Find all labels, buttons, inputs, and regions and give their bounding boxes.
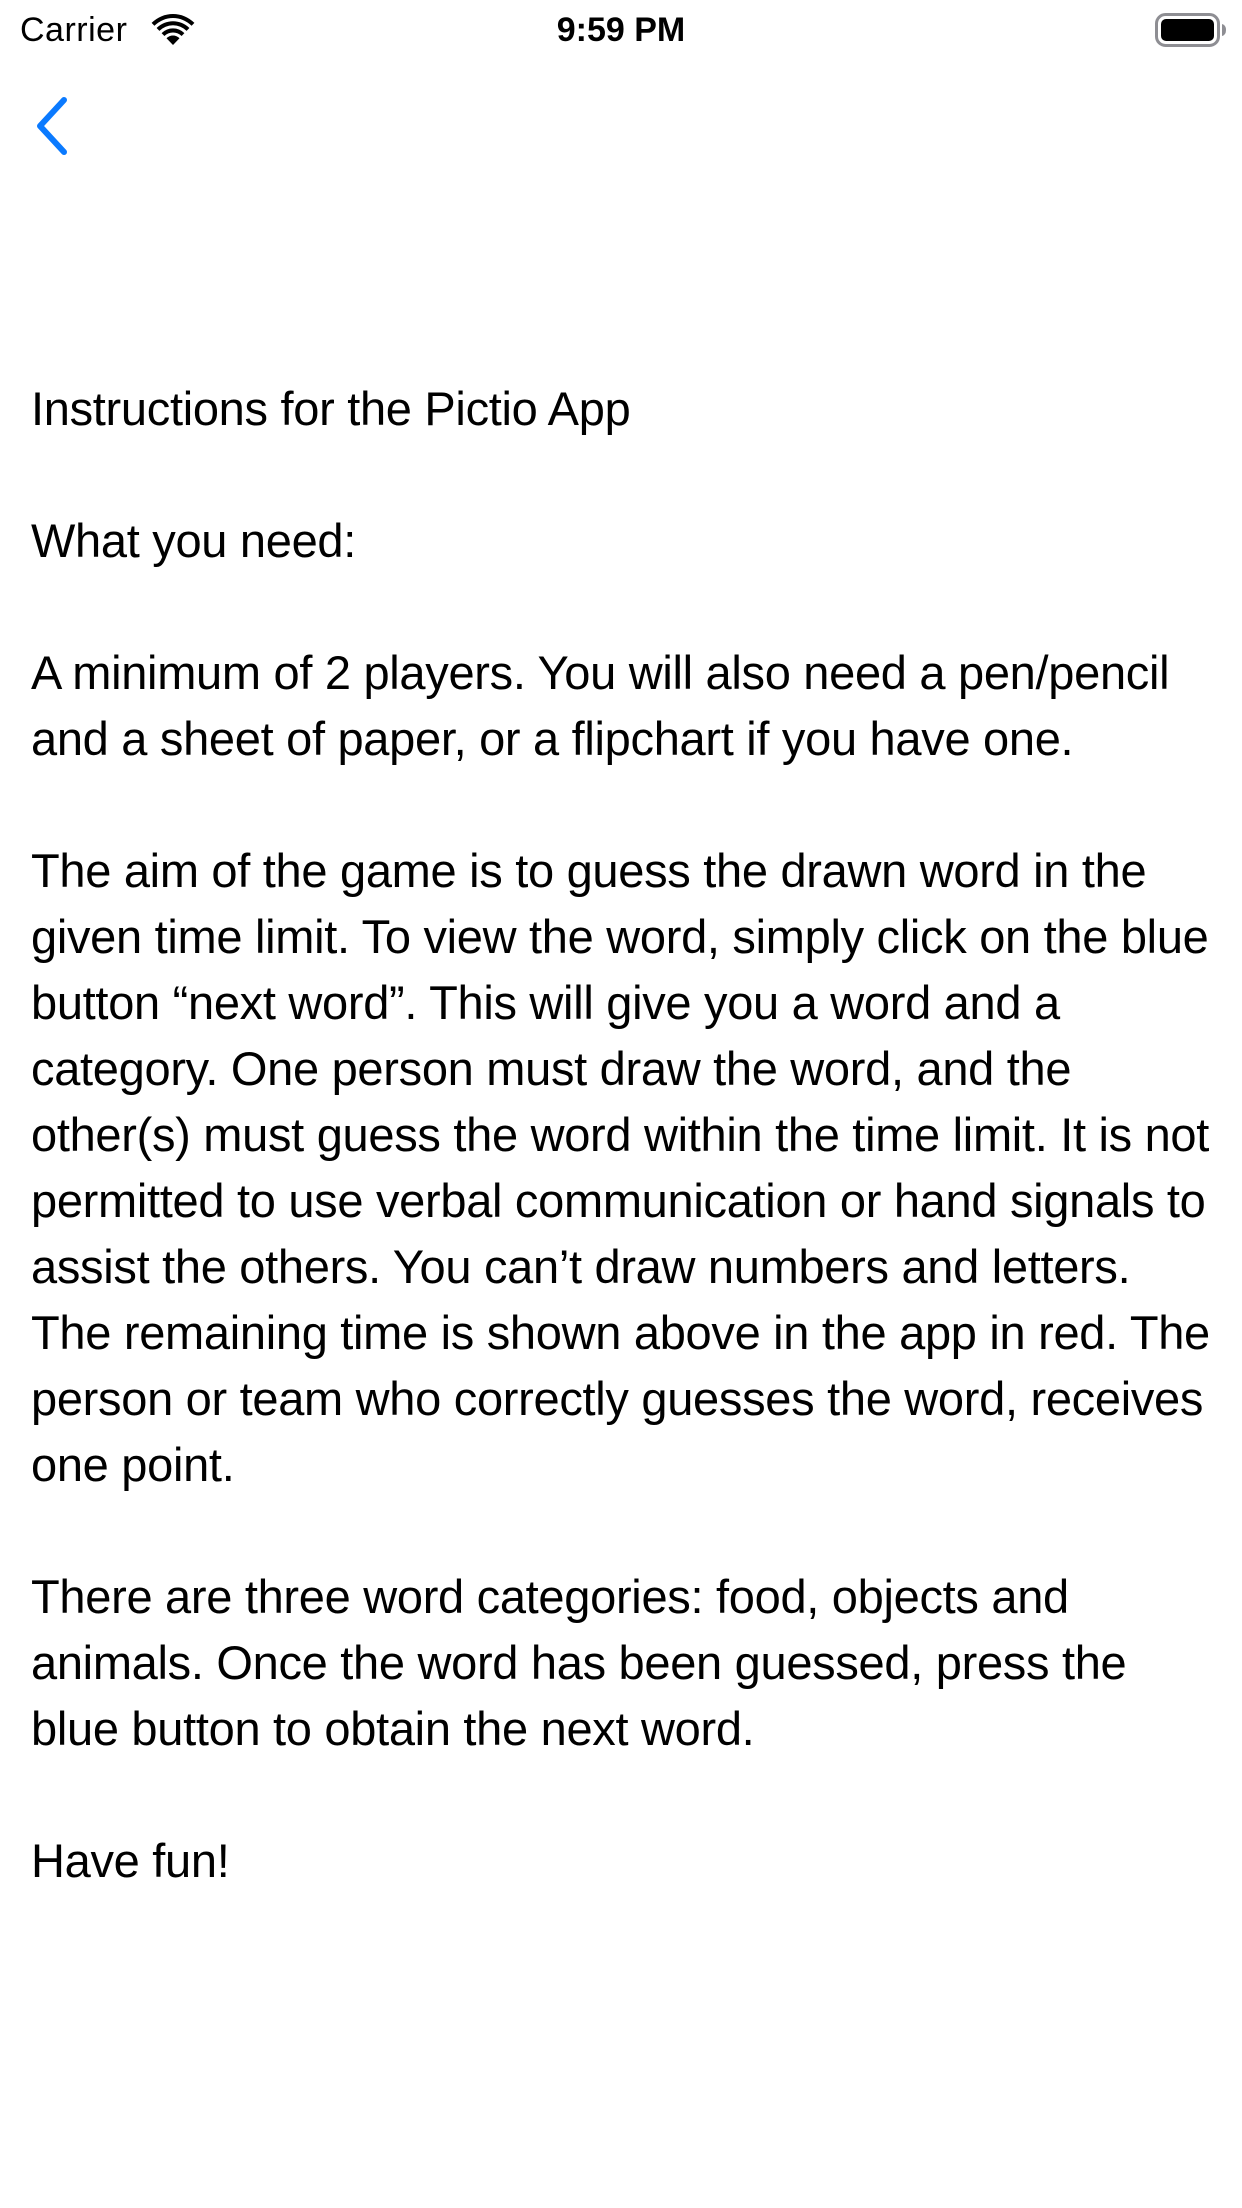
categories-paragraph: There are three word categories: food, objects and animals. Once the word has been guessed, press the blue button to obtain the next word. [31, 1570, 1127, 1755]
requirements-paragraph: A minimum of 2 players. You will also need a pen/pencil and a sheet of paper, or a flipchart if you have one. [31, 646, 1170, 765]
carrier-label: Carrier [20, 11, 128, 49]
requirements-heading: What you need: [31, 514, 357, 567]
chevron-left-icon [32, 96, 72, 156]
instructions-text [31, 376, 1211, 1894]
battery-icon [1155, 13, 1227, 47]
navigation-bar [0, 60, 1242, 192]
status-bar [0, 0, 1242, 60]
game-aim-paragraph: The aim of the game is to guess the drawn word in the given time limit. To view the word, simply click on the blue button “next word”. This will give you a word and a category. One person must draw the word, and the other(s) must guess the word within the time limit. It is not permitted to use verbal communication or hand signals to assist the others. You can’t draw numbers and letters. The remaining time is shown above in the app in red. The person or team who correctly guesses the word, receives one point. [31, 844, 1210, 1491]
back-button[interactable] [22, 90, 82, 162]
closing-line: Have fun! [31, 1834, 230, 1887]
status-time: 9:59 PM [556, 11, 686, 49]
instructions-title: Instructions for the Pictio App [31, 382, 631, 435]
